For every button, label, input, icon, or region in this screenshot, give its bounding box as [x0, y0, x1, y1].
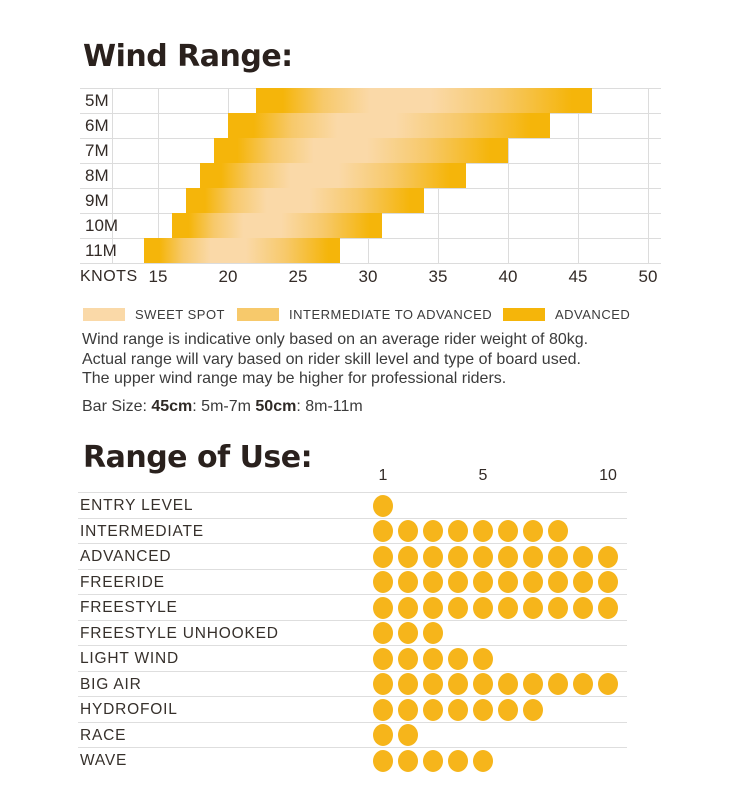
rating-dot: [573, 673, 593, 695]
rating-dot: [598, 597, 618, 619]
bar-size-line: [82, 398, 363, 416]
wind-range-title: Wind Range:: [83, 39, 293, 74]
rating-dot: [373, 724, 393, 746]
rating-dot: [473, 673, 493, 695]
use-row-label: HYDROFOIL: [80, 701, 178, 718]
use-row-label: FREESTYLE UNHOOKED: [80, 624, 279, 642]
rating-dot: [423, 622, 443, 644]
rating-dot: [573, 597, 593, 619]
axis-tick-20: 20: [218, 267, 238, 286]
legend-label: INTERMEDIATE TO ADVANCED: [289, 306, 493, 322]
rating-dot: [598, 546, 618, 568]
legend-label: ADVANCED: [555, 306, 631, 322]
rating-dot: [548, 546, 568, 568]
rating-dot: [473, 750, 493, 772]
rating-dot: [523, 546, 543, 568]
wind-range-chart: [80, 88, 661, 263]
use-row-freestyle: [78, 594, 627, 620]
rating-dot: [398, 597, 418, 619]
rating-dot: [473, 648, 493, 670]
rating-dot: [573, 571, 593, 593]
use-row-label: ENTRY LEVEL: [80, 497, 194, 514]
use-row-entry-level: [78, 492, 627, 518]
wind-range-x-axis: [80, 263, 661, 289]
rating-dot: [473, 546, 493, 568]
rating-dot: [423, 648, 443, 670]
use-row-label: WAVE: [80, 752, 128, 769]
bar-size-value: 45cm: [151, 398, 193, 415]
rating-dot: [373, 699, 393, 721]
rating-dot: [373, 495, 393, 517]
rating-dot: [598, 673, 618, 695]
wind-row-label: 6M: [85, 116, 109, 135]
legend-item: [83, 305, 225, 323]
legend-item: [503, 305, 630, 323]
use-row-label: RACE: [80, 726, 127, 744]
rating-dot: [548, 673, 568, 695]
rating-dot: [448, 546, 468, 568]
wind-row-10m: [80, 213, 661, 238]
use-row-freestyle-unhooked: [78, 620, 627, 646]
note-line: Wind range is indicative only based on an average rider weight of 80kg.: [82, 331, 589, 348]
rating-dot: [473, 520, 493, 542]
wind-row-11m: [80, 238, 661, 263]
use-row-freeride: [78, 569, 627, 595]
bar-size-text: : 8m-11m: [296, 398, 363, 415]
wind-row-8m: [80, 163, 661, 188]
rating-dot: [448, 571, 468, 593]
wind-row-label: 5M: [85, 91, 109, 110]
rating-dot: [373, 520, 393, 542]
rating-dot: [423, 750, 443, 772]
wind-row-5m: [80, 88, 661, 113]
axis-tick-40: 40: [498, 267, 518, 286]
rating-dot: [498, 673, 518, 695]
rating-dot: [398, 571, 418, 593]
rating-dot: [448, 750, 468, 772]
note-line: The upper wind range may be higher for professional riders.: [82, 370, 507, 387]
use-row-hydrofoil: [78, 696, 627, 722]
note-line: Actual range will vary based on rider skill level and type of board used.: [82, 350, 581, 368]
use-row-race: [78, 722, 627, 748]
wind-row-6m: [80, 113, 661, 138]
rating-dot: [498, 597, 518, 619]
range-of-use-title: Range of Use:: [83, 440, 313, 475]
bar-size-value: 50cm: [255, 398, 297, 415]
rating-dot: [373, 622, 393, 644]
rating-dot: [498, 571, 518, 593]
use-row-label: LIGHT WIND: [80, 650, 179, 667]
range-of-use-scale: [0, 467, 739, 487]
use-row-big-air: [78, 671, 627, 697]
axis-tick-30: 30: [358, 267, 378, 286]
use-row-label: ADVANCED: [80, 548, 172, 565]
rating-dot: [423, 597, 443, 619]
rating-dot: [598, 571, 618, 593]
wind-row-7m: [80, 138, 661, 163]
use-row-label: FREESTYLE: [80, 599, 178, 616]
wind-bar-6m: [228, 113, 550, 138]
rating-dot: [523, 673, 543, 695]
rating-dot: [398, 750, 418, 772]
rating-dot: [548, 597, 568, 619]
rating-dot: [498, 546, 518, 568]
wind-row-label: 10M: [85, 216, 119, 235]
use-row-intermediate: [78, 518, 627, 544]
rating-dot: [398, 699, 418, 721]
use-row-label: INTERMEDIATE: [80, 522, 204, 540]
rating-dot: [523, 597, 543, 619]
rating-dot: [373, 648, 393, 670]
wind-row-label: 11M: [85, 241, 117, 260]
use-row-advanced: [78, 543, 627, 569]
rating-dot: [498, 699, 518, 721]
use-row-light-wind: [78, 645, 627, 671]
wind-bar-8m: [200, 163, 466, 188]
axis-tick-35: 35: [428, 267, 448, 286]
use-row-label: FREERIDE: [80, 573, 165, 591]
rating-dot: [398, 673, 418, 695]
rating-dot: [398, 520, 418, 542]
rating-dot: [473, 699, 493, 721]
rating-dot: [423, 571, 443, 593]
legend-swatch: [503, 308, 545, 321]
rating-dot: [398, 546, 418, 568]
rating-dot: [373, 571, 393, 593]
rating-dot: [573, 546, 593, 568]
wind-bar-7m: [214, 138, 508, 163]
wind-row-9m: [80, 188, 661, 213]
wind-bar-10m: [172, 213, 382, 238]
use-row-wave: [78, 747, 627, 773]
rating-dot: [448, 520, 468, 542]
scale-tick-1: 1: [378, 467, 388, 484]
scale-tick-10: 10: [599, 467, 617, 484]
rating-dot: [373, 673, 393, 695]
legend-item: [237, 305, 492, 323]
legend-label: SWEET SPOT: [135, 306, 225, 322]
wind-row-label: 8M: [85, 166, 109, 185]
rating-dot: [398, 648, 418, 670]
axis-label-knots: KNOTS: [80, 268, 138, 285]
rating-dot: [548, 520, 568, 542]
rating-dot: [423, 520, 443, 542]
rating-dot: [448, 673, 468, 695]
rating-dot: [373, 597, 393, 619]
rating-dot: [373, 750, 393, 772]
axis-tick-25: 25: [288, 267, 308, 286]
rating-dot: [448, 597, 468, 619]
use-row-label: BIG AIR: [80, 675, 142, 693]
wind-row-label: 7M: [85, 141, 109, 160]
bar-size-text: Bar Size:: [82, 398, 152, 415]
rating-dot: [523, 699, 543, 721]
axis-tick-50: 50: [638, 267, 658, 286]
wind-bar-9m: [186, 188, 424, 213]
legend-swatch: [83, 308, 125, 321]
wind-row-label: 9M: [85, 191, 109, 210]
rating-dot: [498, 520, 518, 542]
axis-tick-45: 45: [568, 267, 588, 286]
wind-range-notes: [82, 330, 588, 389]
rating-dot: [548, 571, 568, 593]
scale-tick-5: 5: [478, 467, 488, 484]
rating-dot: [398, 622, 418, 644]
bar-size-text: : 5m-7m: [192, 398, 256, 415]
axis-tick-15: 15: [148, 267, 168, 286]
rating-dot: [423, 699, 443, 721]
rating-dot: [448, 648, 468, 670]
wind-bar-11m: [144, 238, 340, 263]
wind-bar-5m: [256, 88, 592, 113]
legend-swatch: [237, 308, 279, 321]
rating-dot: [423, 673, 443, 695]
rating-dot: [448, 699, 468, 721]
rating-dot: [523, 520, 543, 542]
rating-dot: [473, 571, 493, 593]
rating-dot: [373, 546, 393, 568]
rating-dot: [398, 724, 418, 746]
rating-dot: [523, 571, 543, 593]
rating-dot: [473, 597, 493, 619]
rating-dot: [423, 546, 443, 568]
